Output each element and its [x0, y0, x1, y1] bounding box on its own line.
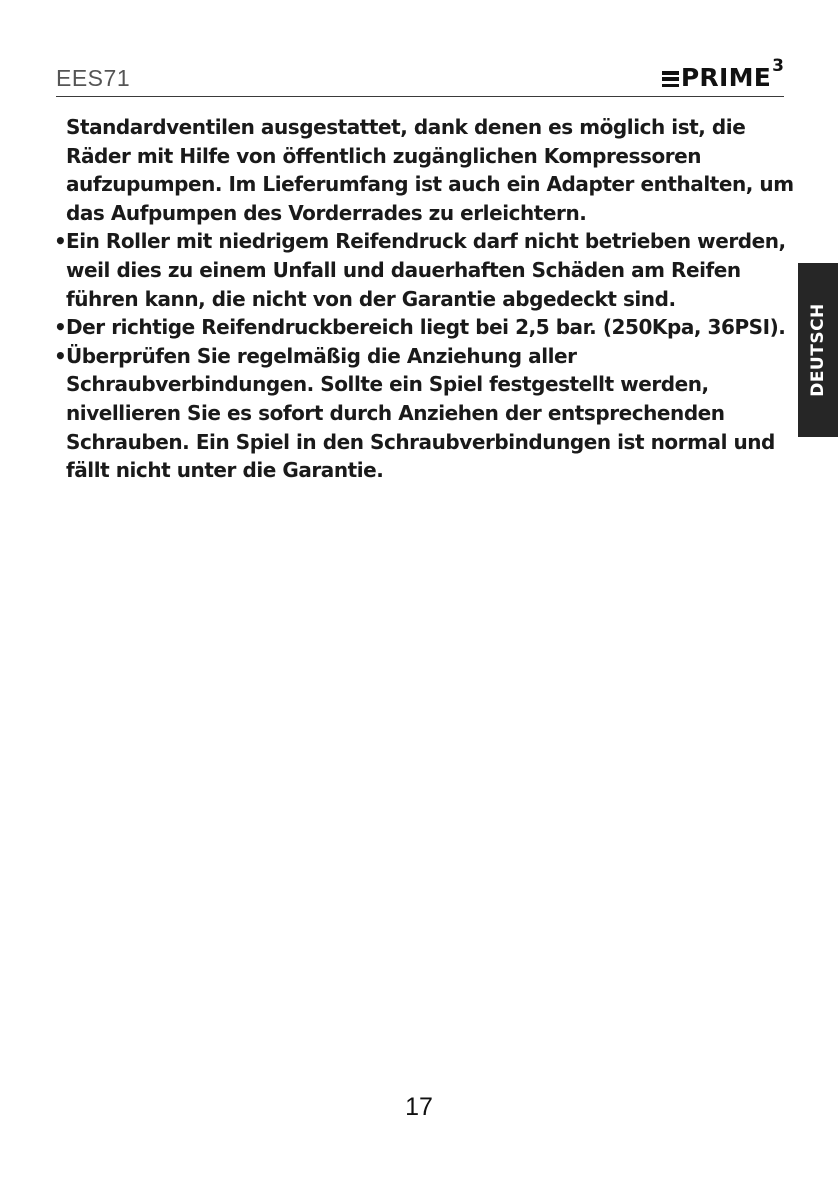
- bullet-icon: •: [54, 229, 67, 254]
- main-content: [54, 113, 794, 485]
- list-item-text: Überprüfen Sie regelmäßig die Anziehung aller Schraubverbindungen. Sollte ein Spiel festgestellt werden, nivellieren Sie es sofort durch Anziehen der entsprechenden Schrauben. Ein Spiel in den Schraubverbindungen ist normal und fällt nicht unter die Garantie.: [66, 343, 775, 483]
- bullet-icon: •: [54, 343, 67, 368]
- brand-logo: [662, 56, 784, 94]
- language-tab-label: DEUTSCH: [808, 303, 829, 397]
- brand-name: PRIME: [680, 63, 772, 92]
- list-item: [54, 313, 794, 342]
- brand-lines-icon: [662, 71, 679, 87]
- list-item-text: Ein Roller mit niedrigem Reifendruck darf nicht betrieben werden, weil dies zu einem Unfall und dauerhaften Schäden am Reifen führen kann, die nicht von der Garantie abgedeckt sind.: [66, 229, 786, 311]
- intro-paragraph: Standardventilen ausgestattet, dank denen es möglich ist, die Räder mit Hilfe von öffentlich zugänglichen Kompressoren aufzupumpen. Im Lieferumfang ist auch ein Adapter enthalten, um das Aufpumpen des Vorderrades zu erleichtern.: [66, 115, 794, 225]
- page-number: 17: [405, 1093, 433, 1121]
- bullet-icon: •: [54, 315, 67, 340]
- language-tab: [798, 263, 838, 437]
- list-item: [54, 227, 794, 313]
- brand-superscript: 3: [772, 56, 784, 76]
- page-header: [56, 56, 784, 97]
- model-number: EES71: [56, 65, 131, 91]
- list-item-text: Der richtige Reifendruckbereich liegt bei 2,5 bar. (250Kpa, 36PSI).: [66, 315, 786, 340]
- bullet-list: [54, 227, 794, 484]
- list-item: [54, 342, 794, 485]
